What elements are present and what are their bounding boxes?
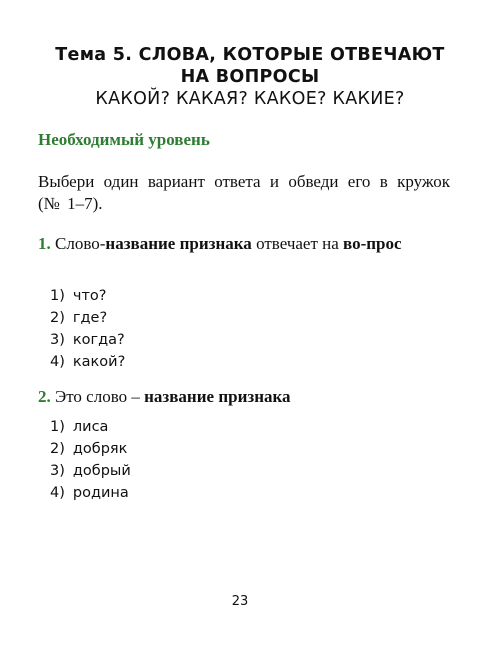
topic-header <box>0 44 500 110</box>
option-number: 2) <box>50 441 65 457</box>
answer-option[interactable] <box>50 307 125 329</box>
question-1-number: 1. <box>38 234 51 253</box>
question-1-options <box>50 285 125 373</box>
question-1 <box>38 233 450 255</box>
answer-option[interactable] <box>50 351 125 373</box>
answer-option[interactable] <box>50 416 131 438</box>
question-1-text-bold: название признака <box>105 234 252 253</box>
answer-option[interactable] <box>50 438 131 460</box>
option-text: где? <box>72 310 108 326</box>
answer-option[interactable] <box>50 329 125 351</box>
topic-title-line-3: КАКОЙ? КАКАЯ? КАКОЕ? КАКИЕ? <box>95 89 405 109</box>
topic-title-line-1: Тема 5. СЛОВА, КОТОРЫЕ ОТВЕЧАЮТ <box>55 45 445 65</box>
option-number: 1) <box>50 419 65 435</box>
question-1-text-middle: отвечает на <box>251 234 344 253</box>
option-number: 4) <box>50 354 65 370</box>
question-2-options <box>50 416 131 504</box>
question-2-number: 2. <box>38 387 51 406</box>
topic-title-line-2: НА ВОПРОСЫ <box>180 67 320 87</box>
option-number: 4) <box>50 485 65 501</box>
question-2 <box>38 386 450 408</box>
question-1-text-start: Слово- <box>55 234 106 253</box>
option-number: 1) <box>50 288 65 304</box>
option-text: родина <box>72 485 129 501</box>
option-text: добрый <box>72 463 131 479</box>
option-text: что? <box>72 288 107 304</box>
question-1-text-bold-end: во-прос <box>343 234 402 253</box>
option-text: добряк <box>72 441 128 457</box>
page-number: 23 <box>231 594 249 609</box>
option-text: лиса <box>72 419 109 435</box>
question-2-text-start: Это слово – <box>55 387 140 406</box>
option-number: 3) <box>50 332 65 348</box>
option-number: 3) <box>50 463 65 479</box>
answer-option[interactable] <box>50 482 131 504</box>
level-heading: Необходимый уровень <box>38 130 210 149</box>
answer-option[interactable] <box>50 285 125 307</box>
option-number: 2) <box>50 310 65 326</box>
instruction-text: Выбери один вариант ответа и обведи его в кружок (№ 1–7). <box>38 172 450 213</box>
option-text: когда? <box>72 332 125 348</box>
answer-option[interactable] <box>50 460 131 482</box>
question-2-text-bold: название признака <box>144 387 291 406</box>
option-text: какой? <box>72 354 126 370</box>
